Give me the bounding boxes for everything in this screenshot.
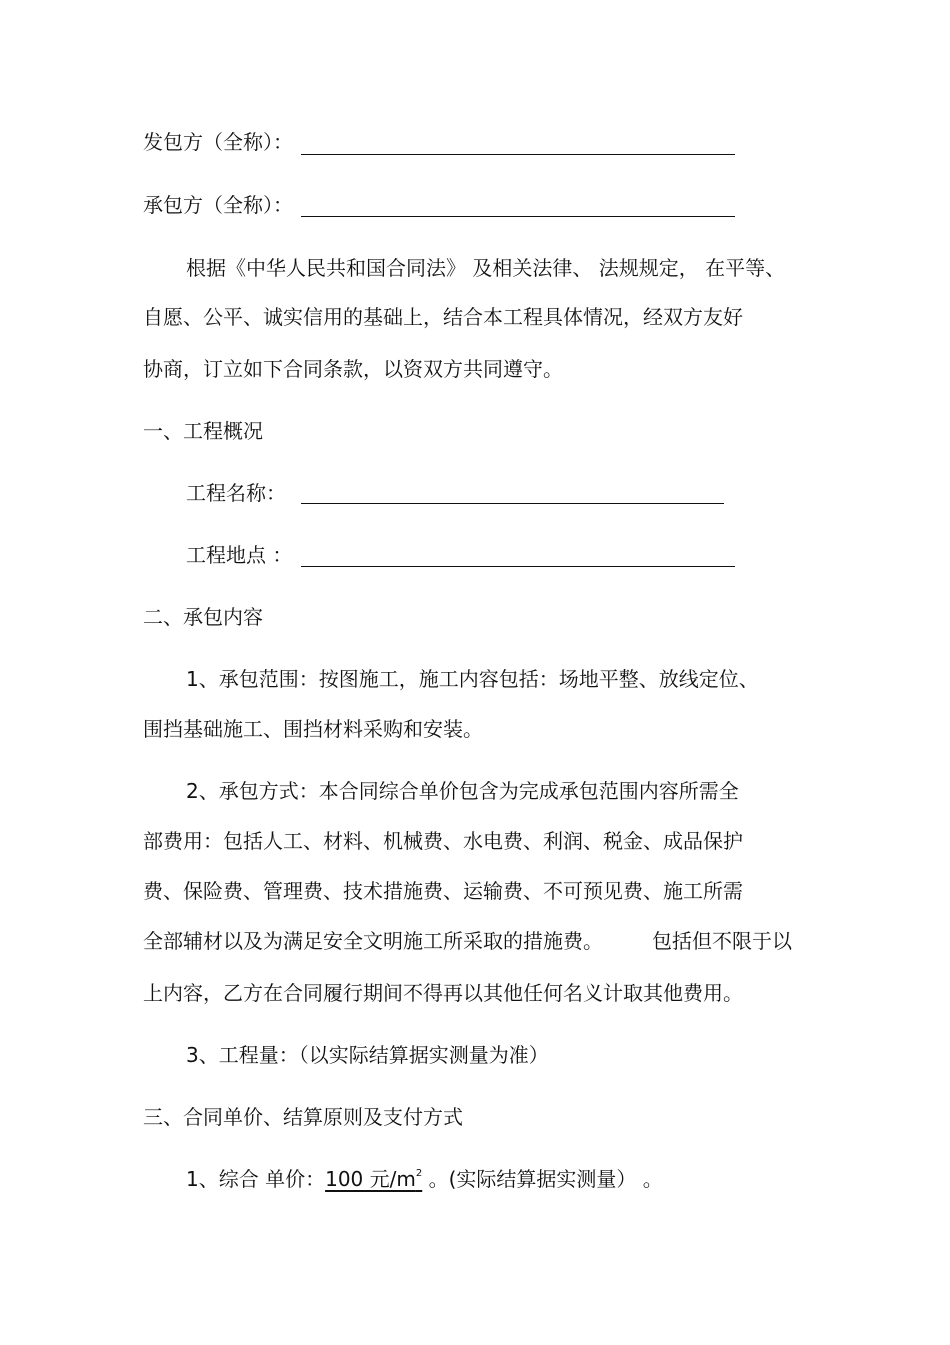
preamble-line-2: 自愿、公平、诚实信用的基础上，结合本工程具体情况，经双方友好 [143,305,743,329]
unit-price-superscript: 2 [415,1168,423,1179]
method-line-2: 部费用：包括人工、材料、机械费、水电费、利润、税金、成品保护 [143,829,743,853]
section-3-heading: 三、合同单价、结算原则及支付方式 [143,1105,463,1129]
project-location-blank-line[interactable] [301,566,735,567]
method-line-5: 上内容，乙方在合同履行期间不得再以其他任何名义计取其他费用。 [143,981,743,1005]
unit-price-note: 。(实际结算据实测量） 。 [428,1167,663,1191]
contractor-label: 承包方（全称）： [143,193,293,217]
project-location-label: 工程地点 ： [186,543,293,567]
quantity-line: 3、工程量：（以实际结算据实测量为准） [186,1043,549,1067]
method-line-1: 2、承包方式：本合同综合单价包含为完成承包范围内容所需全 [186,779,739,803]
employer-blank-line[interactable] [301,154,735,155]
unit-price-value: 100 元$/m^2$ [325,1167,423,1191]
scope-line-2: 围挡基础施工、围挡材料采购和安装。 [143,717,483,741]
project-name-blank-line[interactable] [301,503,724,504]
project-name-label: 工程名称： [186,481,286,505]
scope-line-1: 1、承包范围：按图施工，施工内容包括：场地平整、放线定位、 [186,667,759,691]
method-line-4b: 包括但不限于以 [652,929,792,953]
unit-price-line [186,1165,663,1198]
unit-price-label: 1、综合 单价： [186,1167,326,1191]
employer-label: 发包方（全称）： [143,130,293,154]
preamble-line-3: 协商，订立如下合同条款，以资双方共同遵守。 [143,357,563,381]
section-2-heading: 二、承包内容 [143,605,263,629]
method-line-3: 费、保险费、管理费、技术措施费、运输费、不可预见费、施工所需 [143,879,743,903]
method-line-4a: 全部辅材以及为满足安全文明施工所采取的措施费。 [143,929,603,953]
contractor-blank-line[interactable] [301,216,735,217]
section-1-heading: 一、工程概况 [143,419,263,443]
preamble-line-1: 根据《中华人民共和国合同法》 及相关法律、 法规规定， 在平等、 [186,256,786,280]
